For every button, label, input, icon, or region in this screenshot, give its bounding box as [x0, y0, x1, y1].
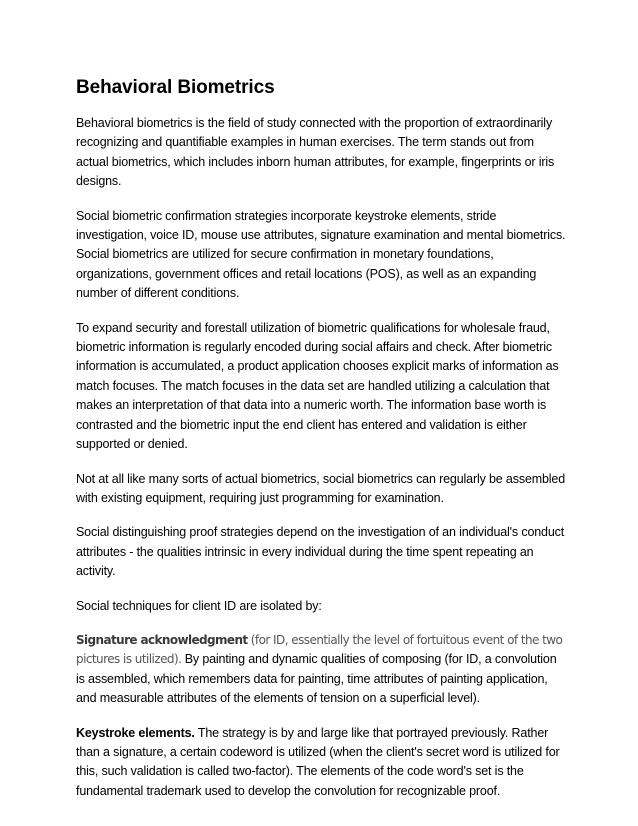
signature-body: By painting and dynamic qualities of composing (for ID, a convolution is assembled, which remembers data for painting, time attributes of painting application, and measurable attributes of the elements of tension on a superficial level).	[76, 652, 557, 706]
paragraph-security: To expand security and forestall utilization of biometric qualifications for wholesale fraud, biometric information is regularly encoded during social affairs and check. After biometric information is accumulated, a product application chooses explicit marks of information as match focuses. The match focuses in the data set are handled utilizing a calculation that makes an interpretation of that data into a numeric worth. The information base worth is contrasted and the biometric input the end client has entered and validation is either supported or denied.	[76, 320, 559, 452]
keystroke-lead: Keystroke elements.	[76, 725, 195, 740]
paragraph-methods: Social biometric confirmation strategies incorporate keystroke elements, stride investigation, voice ID, mouse use attributes, signature examination and mental biometrics. Social biometrics are utilized for secure confirmation in monetary foundations, organizations, government offices and retail locations (POS), as well as an expanding number of different conditions.	[76, 208, 566, 301]
document-page	[76, 74, 566, 816]
paragraph-equipment: Not at all like many sorts of actual biometrics, social biometrics can regularly be assembled with existing equipment, requiring just programming for examination.	[76, 471, 566, 505]
paragraph-signature	[76, 631, 566, 709]
signature-lead: Signature acknowledgment	[76, 632, 248, 647]
paragraph-keystroke	[76, 724, 566, 802]
paragraph-intro: Behavioral biometrics is the field of study connected with the proportion of extraordinarily recognizing and quantifiable examples in human exercises. The term stands out from actual biometrics, which includes inborn human attributes, for example, fingerprints or iris designs.	[76, 116, 555, 189]
paragraph-techniques: Social techniques for client ID are isolated by:	[76, 598, 322, 613]
document-title: Behavioral Biometrics	[76, 77, 275, 98]
signature-note: (for ID, essentially the level of fortuitous event of the two pictures is utilized).	[76, 632, 563, 667]
keystroke-body: The strategy is by and large like that portrayed previously. Rather than a signature, a certain codeword is utilized (when the client's secret word is utilized for this, such validation is called two-factor). The elements of the code word's set is the fundamental trademark used to develop the convolution for recognizable proof.	[76, 725, 560, 798]
paragraph-identification: Social distinguishing proof strategies depend on the investigation of an individual's conduct attributes - the qualities intrinsic in every individual during the time spent repeating an activity.	[76, 525, 565, 579]
